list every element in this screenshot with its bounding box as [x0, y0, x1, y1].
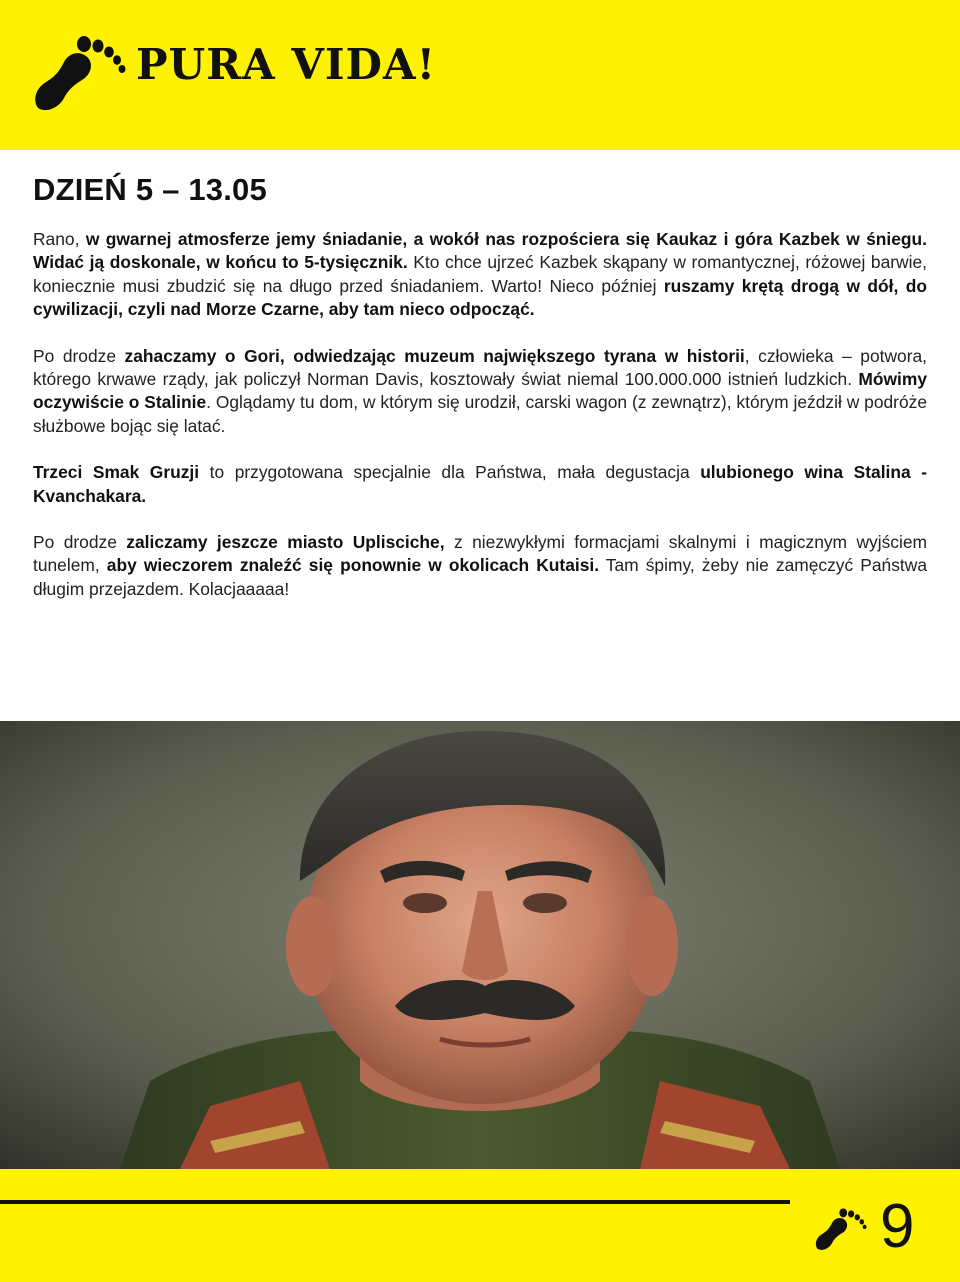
text-segment-bold: ruszamy krętą drogą w dół, do cywilizacji, czyli nad Morze Czarne, aby tam nieco odpocząć.	[33, 275, 927, 320]
text-segment-bold: Trzeci Smak Gruzji	[33, 462, 200, 483]
text-segment-bold: w gwarnej atmosferze jemy śniadanie, a wokół nas rozpościera się Kaukaz i góra Kazbek w śniegu. Widać ją doskonale, w końcu to 5-tysięcznik.	[33, 229, 927, 273]
text-segment-bold: zahaczamy o Gori, odwiedzając muzeum największego tyrana w historii	[124, 345, 745, 366]
text-segment: to przygotowana specjalnie dla Państwa, mała degustacja	[199, 462, 701, 483]
day-description	[33, 172, 927, 624]
text-segment-bold: aby wieczorem znaleźć się ponownie w okolicach Kutaisi.	[106, 555, 600, 576]
footprint-icon	[812, 1205, 870, 1251]
logo-text: PURA VIDA!	[136, 40, 437, 89]
text-segment: Rano,	[33, 229, 86, 249]
header-bar	[0, 0, 960, 150]
text-segment: . Oglądamy tu dom, w którym się urodził, carski wagon (z zewnątrz), którym jeździł w podróże służbowe bojąc się latać.	[33, 392, 927, 436]
text-segment: Po drodze	[33, 345, 125, 366]
text-segment-bold: ulubionego wina Stalina - Kvanchakara.	[33, 462, 928, 506]
text-segment-bold: Mówimy oczywiście o Stalinie	[33, 369, 927, 413]
page-title: DZIEŃ 5 – 13.05	[33, 172, 267, 207]
text-segment: z niezwykłymi formacjami skalnymi i magicznym wyjściem tunelem,	[33, 532, 927, 576]
paragraph-morning	[33, 228, 927, 322]
paragraph-wine	[33, 461, 927, 508]
text-segment-bold: zaliczamy jeszcze miasto Uplisciche,	[126, 532, 445, 553]
paragraph-uplisciche	[33, 531, 927, 601]
paragraph-gori	[33, 345, 927, 439]
text-segment: Tam śpimy, żeby nie zamęczyć Państwa długim przejazdem. Kolacjaaaaa!	[33, 555, 927, 599]
footer-divider	[0, 1200, 790, 1204]
text-segment: , człowieka – potwora, którego krwawe rządy, jak policzył Norman Davis, kosztowały świat niemal 100.000.000 istnień ludzkich.	[33, 345, 928, 390]
footprint-icon	[30, 30, 130, 112]
text-segment: Po drodze	[33, 532, 127, 553]
page-number: 9	[880, 1192, 915, 1261]
portrait-icon	[0, 721, 960, 1169]
portrait-photo	[0, 721, 960, 1169]
text-segment: Kto chce ujrzeć Kazbek skąpany w romantycznej, różowej barwie, koniecznie musi zbudzić się na długo przed śniadaniem. Warto! Nieco później	[33, 252, 927, 296]
